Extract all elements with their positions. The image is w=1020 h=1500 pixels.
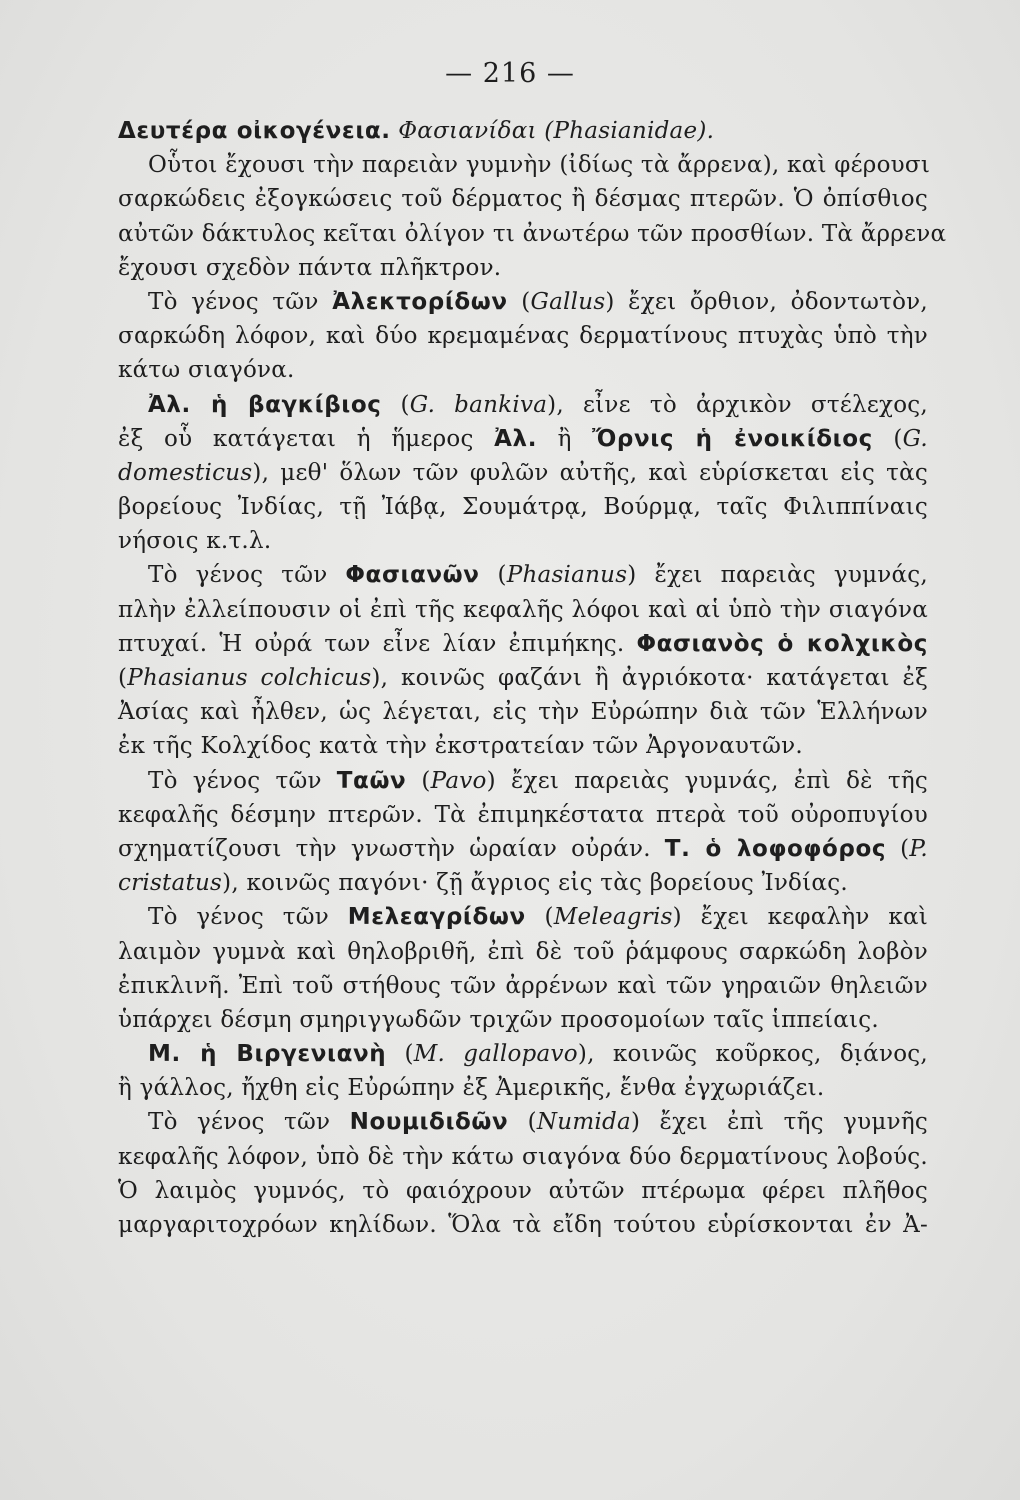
text-run: ( (508, 1109, 537, 1136)
text-run: Οὗτοι ἔχουσι τὴν παρειὰν γυμνὴν (ἰδίως τὰ ἄρρενα), καὶ φέρουσι (148, 152, 931, 179)
text-line (118, 695, 928, 729)
text-run: ) ἔχει ἐπὶ τῆς γυμνῆς (630, 1109, 928, 1136)
italic-term: Meleagris (553, 904, 673, 931)
text-line (118, 1105, 928, 1139)
text-line (118, 456, 928, 490)
text-run: ὑπάρχει δέσμη σμηριγγωδῶν τριχῶν προσομοίων ταῖς ἱππείαις. (118, 1006, 879, 1033)
text-run: πλὴν ἐλλείπουσιν οἱ ἐπὶ τῆς κεφαλῆς λόφοι καὶ αἱ ὑπὸ τὴν σιαγόνα (118, 596, 928, 623)
text-run: ( (886, 835, 910, 862)
italic-term: Φασιανίδαι (Phasianidae). (398, 118, 715, 144)
italic-term: Phasianus colchicus (127, 665, 372, 691)
text-run: Ὁ λαιμὸς γυμνός, τὸ φαιόχρουν αὐτῶν πτέρωμα φέρει πλῆθος (118, 1177, 928, 1204)
bold-term: Μελεαγρίδων (347, 904, 526, 931)
bold-term: Τ. ὁ λοφοφόρος (664, 835, 887, 862)
text-run: ), κοινῶς παγόνι· ζῇ ἄγριος εἰς τὰς βορείους Ἰνδίας. (222, 870, 848, 897)
text-run: σαρκώδη λόφον, καὶ δύο κρεμαμένας δερματίνους πτυχὰς ὑπὸ τὴν (118, 323, 928, 350)
text-line (118, 661, 928, 695)
text-run: ἔχουσι σχεδὸν πάντα πλῆκτρον. (118, 254, 502, 281)
bold-term: Φασιανὸς ὁ κολχικὸς (636, 630, 928, 657)
bold-term: Ἀλ. (494, 425, 538, 452)
text-run: Τὸ γένος τῶν (148, 767, 337, 794)
text-run: Τὸ γένος τῶν (148, 1109, 350, 1136)
text-run: αὐτῶν δάκτυλος κεῖται ὀλίγον τι ἀνωτέρω τῶν προσθίων. Τὰ ἄρρενα (118, 220, 947, 247)
italic-term: Pavo (430, 767, 487, 794)
text-run: ) ἔχει παρειὰς γυμνάς, (627, 562, 928, 589)
body-text (118, 114, 947, 1242)
text-line (118, 319, 928, 353)
text-run: ) ἔχει παρειὰς γυμνάς, ἐπὶ δὲ τῆς (486, 767, 928, 794)
page-number: — 216 — (445, 58, 575, 89)
bold-term: Μ. ἡ Βιργενιανὴ (148, 1041, 387, 1068)
text-run: νήσοις κ.τ.λ. (118, 528, 272, 555)
text-line (118, 798, 928, 832)
text-run: ( (406, 767, 431, 794)
text-run: ἐκ τῆς Κολχίδος κατὰ τὴν ἐκστρατείαν τῶν Ἀργοναυτῶν. (118, 733, 803, 760)
text-line (118, 1003, 928, 1037)
text-line (118, 1140, 928, 1174)
italic-term: cristatus (118, 870, 223, 897)
text-line (118, 627, 928, 661)
text-line (118, 114, 928, 148)
text-run: Τὸ γένος τῶν (148, 288, 333, 315)
text-run: ἢ γάλλος, ἤχθη εἰς Εὐρώπην ἐξ Ἀμερικῆς, ἔνθα ἐγχωριάζει. (118, 1075, 825, 1102)
text-run: ἢ (537, 425, 593, 452)
text-line (118, 285, 928, 319)
text-line (118, 1071, 928, 1105)
text-run: Ἀσίας καὶ ἦλθεν, ὡς λέγεται, εἰς τὴν Εὐρώπην διὰ τῶν Ἑλλήνων (118, 699, 928, 726)
italic-term: Numida (536, 1109, 631, 1136)
text-run: ), μεθ' ὅλων τῶν φυλῶν αὐτῆς, καὶ εὑρίσκεται εἰς τὰς (252, 459, 928, 486)
text-line (118, 524, 928, 558)
text-line (118, 558, 928, 592)
text-run: ) ἔχει ὄρθιον, ὀδοντωτὸν, (605, 288, 928, 315)
text-run: ), εἶνε τὸ ἀρχικὸν στέλεχος, (547, 391, 928, 418)
text-run: ( (381, 391, 410, 418)
text-run: πτυχαί. Ἡ οὐρά των εἶνε λίαν ἐπιμήκης. (118, 630, 637, 657)
italic-term: P. (909, 835, 928, 862)
text-run: σχηματίζουσι τὴν γνωστὴν ὡραίαν οὐράν. (118, 835, 665, 862)
text-line (118, 832, 928, 866)
bold-term: Φασιανῶν (345, 562, 480, 589)
text-run: ( (386, 1041, 414, 1068)
bold-term: Ὄρνις ἡ ἐνοικίδιος (592, 425, 873, 452)
text-line (118, 1037, 928, 1071)
text-line (118, 353, 928, 387)
text-line (118, 969, 928, 1003)
italic-term: domesticus (118, 459, 253, 486)
text-line (118, 388, 928, 422)
text-run: ( (479, 562, 507, 589)
text-run: ( (118, 665, 128, 691)
bold-term: Ταῶν (336, 767, 407, 794)
text-line (118, 490, 928, 524)
text-line (118, 866, 928, 900)
text-line (118, 1208, 928, 1242)
text-run: ἐπικλινῆ. Ἐπὶ τοῦ στήθους τῶν ἀρρένων καὶ τῶν γηραιῶν θηλειῶν (118, 972, 928, 999)
text-run: ) ἔχει κεφαλὴν καὶ (672, 904, 928, 931)
text-run: κεφαλῆς λόφον, ὑπὸ δὲ τὴν κάτω σιαγόνα δύο δερματίνους λοβούς. (118, 1143, 928, 1170)
text-run: βορείους Ἰνδίας, τῇ Ἰάβᾳ, Σουμάτρᾳ, Βούρμᾳ, ταῖς Φιλιππίναις (118, 494, 928, 521)
italic-term: M. gallopavo (413, 1041, 578, 1068)
text-line (118, 422, 928, 456)
bold-term: Νουμιδιδῶν (349, 1109, 509, 1136)
text-run: ( (507, 288, 531, 315)
text-line (118, 729, 928, 763)
text-run: ( (872, 425, 903, 452)
bold-term: Ἀλ. ἡ βαγκίβιος (148, 391, 382, 418)
text-line (118, 764, 928, 798)
bold-term: Ἀλεκτορίδων (332, 288, 508, 315)
text-line (118, 935, 928, 969)
text-run: σαρκώδεις ἐξογκώσεις τοῦ δέρματος ἢ δέσμας πτερῶν. Ὁ ὀπίσθιος (118, 186, 928, 213)
italic-term: Gallus (530, 288, 606, 315)
text-run: λαιμὸν γυμνὰ καὶ θηλοβριθῆ, ἐπὶ δὲ τοῦ ῥάμφους σαρκώδη λοβὸν (118, 938, 928, 965)
text-line (118, 251, 928, 285)
bold-term: Δευτέρα οἰκογένεια. (118, 118, 391, 144)
text-line (118, 900, 928, 934)
text-line (118, 182, 928, 216)
text-run: ), κοινῶς φαζάνι ἢ ἀγριόκοτα· κατάγεται ἐξ (371, 665, 929, 691)
italic-term: G. bankiva (409, 391, 548, 418)
text-run: μαργαριτοχρόων κηλίδων. Ὅλα τὰ εἴδη τούτου εὑρίσκονται ἐν Ἀ- (118, 1212, 928, 1238)
italic-term: G. (902, 425, 928, 452)
text-line (118, 148, 931, 182)
text-run: κεφαλῆς δέσμην πτερῶν. Τὰ ἐπιμηκέστατα πτερὰ τοῦ οὐροπυγίου (118, 801, 928, 828)
text-run: ἐξ οὗ κατάγεται ἡ ἥμερος (118, 425, 495, 452)
text-line (118, 1174, 928, 1208)
text-line (118, 593, 928, 627)
text-run: ), κοινῶς κοῦρκος, δι̣άνος, (577, 1041, 928, 1068)
text-run: Τὸ γένος τῶν (148, 562, 346, 589)
italic-term: Phasianus (506, 562, 628, 589)
text-run: κάτω σιαγόνα. (118, 357, 295, 384)
text-run: Τὸ γένος τῶν (148, 904, 348, 931)
text-line (118, 217, 947, 251)
text-run: ( (525, 904, 554, 931)
